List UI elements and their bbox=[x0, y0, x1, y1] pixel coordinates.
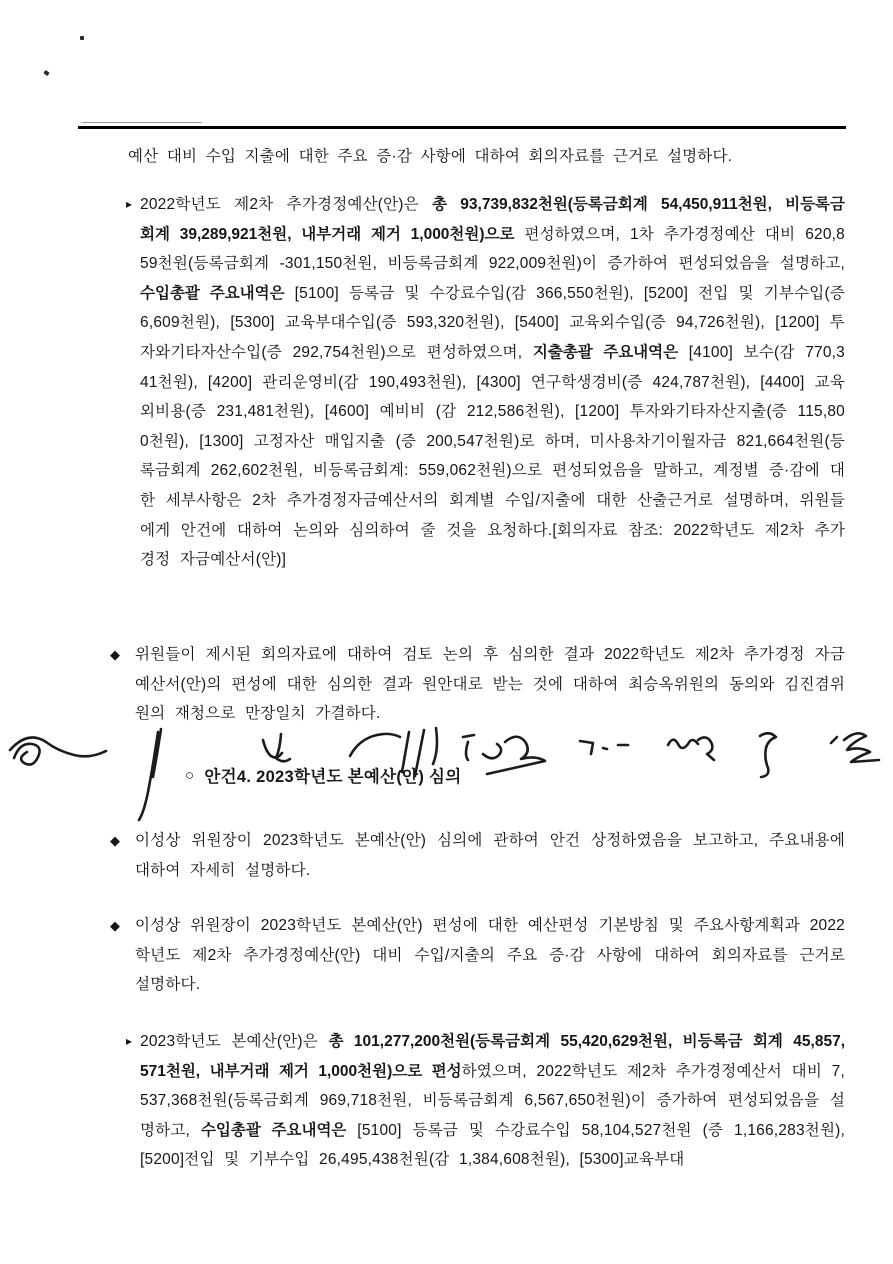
paragraph-budget-2022 bbox=[126, 190, 845, 575]
section-divider-rule bbox=[78, 126, 846, 129]
triangle-bullet-icon: ▸ bbox=[126, 197, 133, 211]
diamond-bullet-icon: ◆ bbox=[110, 647, 121, 662]
triangle-bullet-icon: ▸ bbox=[126, 1034, 133, 1048]
agenda4-heading-text: 안건4. 2023학년도 본예산(안) 심의 bbox=[204, 768, 462, 786]
paragraph-text: 이성상 위원장이 2023학년도 본예산(안) 편성에 대한 예산편성 기본방침 및 주요사항계획과 2022학년도 제2차 추가경정예산(안) 대비 수입/지출의 주요 증·감 사항에 대하여 회의자료를 근거로 설명하다. bbox=[135, 917, 845, 994]
diamond-bullet-icon: ◆ bbox=[110, 918, 121, 933]
paragraph-text: 이성상 위원장이 2023학년도 본예산(안) 심의에 관하여 안건 상정하였음을 보고하고, 주요내용에 대하여 자세히 설명하다. bbox=[135, 832, 845, 879]
paragraph-text: 2023학년도 본예산(안)은 총 101,277,200천원(등록금회계 55,420,629천원, 비등록금 회계 45,857,571천원, 내부거래 제거 1,000천원)으로 편성하였으며, 2022학년도 제2차 추가경정예산서 대비 7,537,368천원(등록금회계 969,718천원, 비등록금회계 6,567,650천원)이 증가하여 편성되었음을 설명하고, 수입총괄 주요내역은 [5100] 등록금 및 수강료수입 58,104,527천원 (증 1,166,283천원), [5200]전입 및 기부수입 26,495,438천원(감 1,384,608천원), [5300]교육부대 bbox=[140, 1033, 845, 1169]
agenda4-heading bbox=[185, 763, 462, 787]
paragraph-explain bbox=[110, 911, 845, 1000]
carryover-text-line: 예산 대비 수입 지출에 대한 주요 증·감 사항에 대하여 회의자료를 근거로 설명하다. bbox=[128, 147, 733, 165]
paragraph-report bbox=[110, 826, 845, 885]
paragraph-budget-2023 bbox=[126, 1027, 845, 1175]
scan-speck bbox=[43, 70, 49, 76]
scan-speck bbox=[80, 36, 84, 40]
scan-artifact-line bbox=[82, 122, 202, 123]
diamond-bullet-icon: ◆ bbox=[110, 833, 121, 848]
circle-marker-icon: ○ bbox=[185, 766, 195, 784]
paragraph-text: 위원들이 제시된 회의자료에 대하여 검토 논의 후 심의한 결과 2022학년도 제2차 추가경정 자금예산서(안)의 편성에 대한 심의한 결과 원안대로 받는 것에 대하여 최승옥위원의 동의와 김진겸위원의 재청으로 만장일치 가결하다. bbox=[135, 646, 845, 723]
paragraph-resolution-2022 bbox=[110, 640, 845, 729]
paragraph-text: 2022학년도 제2차 추가경정예산(안)은 총 93,739,832천원(등록금회계 54,450,911천원, 비등록금 회계 39,289,921천원, 내부거래 제거 1,000천원)으로 편성하였으며, 1차 추가경정예산 대비 620,859천원(등록금회계 -301,150천원, 비등록금회계 922,009천원)이 증가하여 편성되었음을 설명하고, 수입총괄 주요내역은 [5100] 등록금 및 수강료수입(감 366,550천원), [5200] 전입 및 기부수입(증 6,609천원), [5300] 교육부대수입(증 593,320천원), [5400] 교육외수입(증 94,726천원), [1200] 투자와기타자산수입(증 292,754천원)으로 편성하였으며, 지출총괄 주요내역은 [4100] 보수(감 770,341천원), [4200] 관리운영비(감 190,493천원), [4300] 연구학생경비(증 424,787천원), [4400] 교육외비용(증 231,481천원), [4600] 예비비 (감 212,586천원), [1200] 투자와기타자산지출(증 115,800천원), [1300] 고정자산 매입지출 (증 200,547천원)로 하며, 미사용차기이월자금 821,664천원(등록금회계 262,602천원, 비등록금회계: 559,062천원)으로 편성되었음을 말하고, 계정별 증·감에 대한 세부사항은 2차 추가경정자금예산서의 회계별 수입/지출에 대한 산출근거로 설명하며, 위원들에게 안건에 대하여 논의와 심의하여 줄 것을 요청하다.[회의자료 참조: 2022학년도 제2차 추가경정 자금예산서(안)] bbox=[140, 196, 845, 569]
